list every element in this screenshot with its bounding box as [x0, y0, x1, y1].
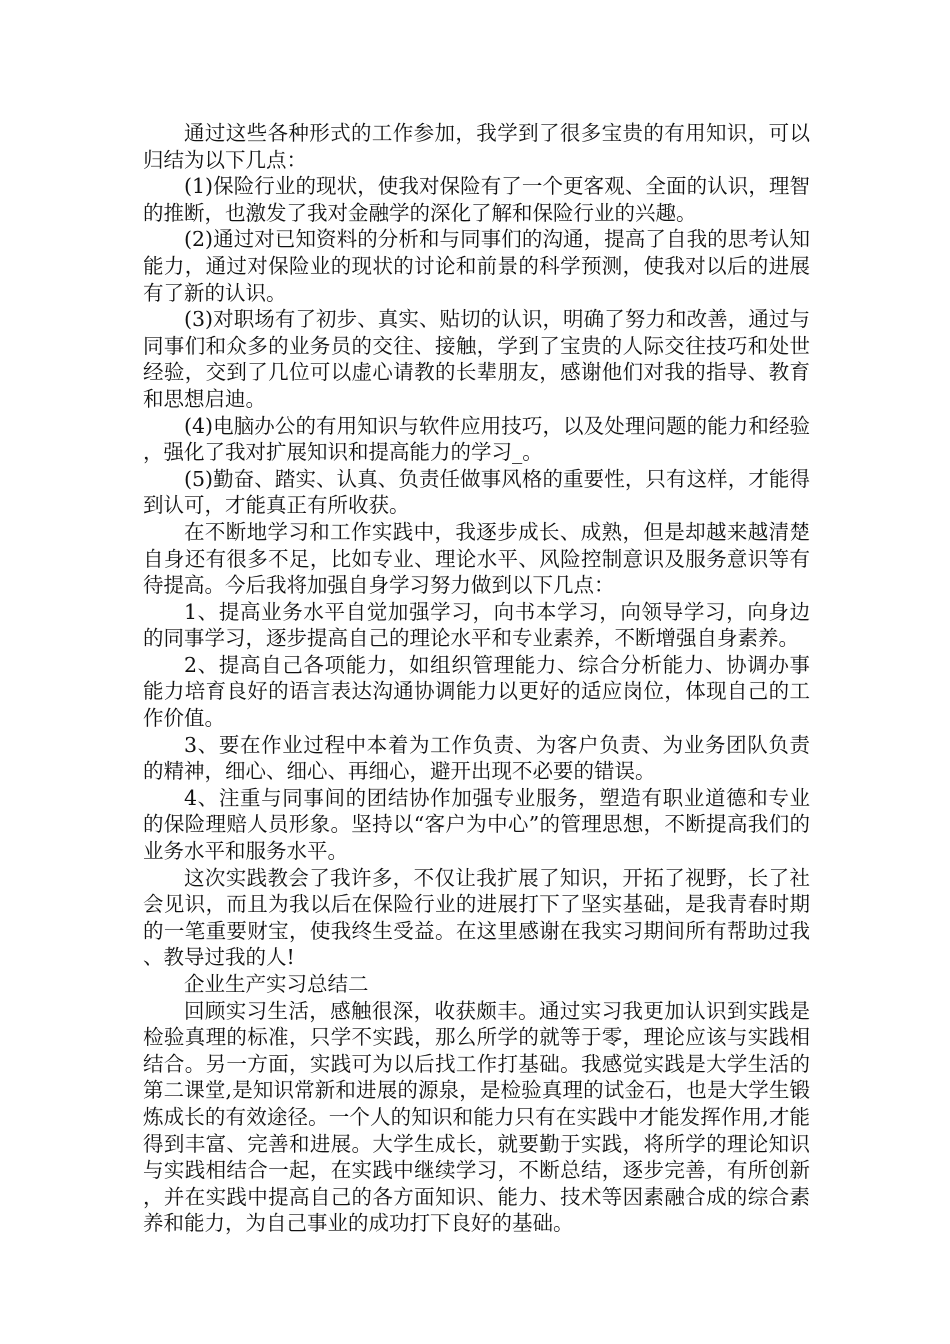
paragraph-point-3: (3)对职场有了初步、真实、贴切的认识，明确了努力和改善，通过与同事们和众多的业务员的交往、接触，学到了宝贵的人际交往技巧和处世经验，交到了几位可以虚心请教的长辈朋友，感谢他们对我的指导、教育和思想启迪。 [143, 307, 810, 411]
paragraph-shortcomings: 在不断地学习和工作实践中，我逐步成长、成熟，但是却越来越清楚自身还有很多不足，比如专业、理论水平、风险控制意识及服务意识等有待提高。今后我将加强自身学习努力做到以下几点： [143, 519, 810, 598]
paragraph-plan-1: 1、提高业务水平自觉加强学习，向书本学习，向领导学习，向身边的同事学习，逐步提高自己的理论水平和专业素养，不断增强自身素养。 [143, 599, 810, 651]
paragraph-summary-intro: 通过这些各种形式的工作参加，我学到了很多宝贵的有用知识，可以归结为以下几点： [143, 121, 810, 172]
paragraph-point-2: (2)通过对已知资料的分析和与同事们的沟通，提高了自我的思考认知能力，通过对保险业的现状的讨论和前景的科学预测，使我对以后的进展有了新的认识。 [143, 227, 810, 305]
paragraph-conclusion: 这次实践教会了我许多，不仅让我扩展了知识，开拓了视野，长了社会见识，而且为我以后在保险行业的进展打下了坚实基础，是我青春时期的一笔重要财宝，使我终生受益。在这里感谢在我实习期间所有帮助过我、教导过我的人! [143, 865, 810, 970]
paragraph-point-5: (5)勤奋、踏实、认真、负责任做事风格的重要性，只有这样，才能得到认可，才能真正有所收获。 [143, 466, 810, 518]
section-heading: 企业生产实习总结二 [184, 972, 369, 996]
document-page [143, 120, 810, 1237]
paragraph-point-1: (1)保险行业的现状，使我对保险有了一个更客观、全面的认识，理智的推断，也激发了我对金融学的深化了解和保险行业的兴趣。 [143, 174, 810, 225]
paragraph-review: 回顾实习生活，感触很深，收获颇丰。通过实习我更加认识到实践是检验真理的标准，只学不实践，那么所学的就等于零，理论应该与实践相结合。另一方面，实践可为以后找工作打基础。我感觉实践是大学生活的第二课堂,是知识常新和进展的源泉，是检验真理的试金石，也是大学生锻炼成长的有效途径。一个人的知识和能力只有在实践中才能发挥作用,才能得到丰富、完善和进展。大学生成长，就要勤于实践，将所学的理论知识与实践相结合一起，在实践中继续学习，不断总结，逐步完善，有所创新，并在实践中提高自己的各方面知识、能力、技术等因素融合成的综合素养和能力，为自己事业的成功打下良好的基础。 [143, 998, 810, 1236]
paragraph-plan-3: 3、要在作业过程中本着为工作负责、为客户负责、为业务团队负责的精神，细心、细心、再细心，避开出现不必要的错误。 [143, 732, 810, 784]
paragraph-plan-4: 4、注重与同事间的团结协作加强专业服务，塑造有职业道德和专业的保险理赔人员形象。坚持以“客户为中心”的管理思想，不断提高我们的业务水平和服务水平。 [143, 785, 810, 864]
paragraph-plan-2: 2、提高自己各项能力，如组织管理能力、综合分析能力、协调办事能力培育良好的语言表达沟通协调能力以更好的适应岗位，体现自己的工作价值。 [143, 652, 810, 731]
paragraph-point-4: (4)电脑办公的有用知识与软件应用技巧，以及处理问题的能力和经验，强化了我对扩展知识和提高能力的学习_。 [143, 413, 810, 465]
